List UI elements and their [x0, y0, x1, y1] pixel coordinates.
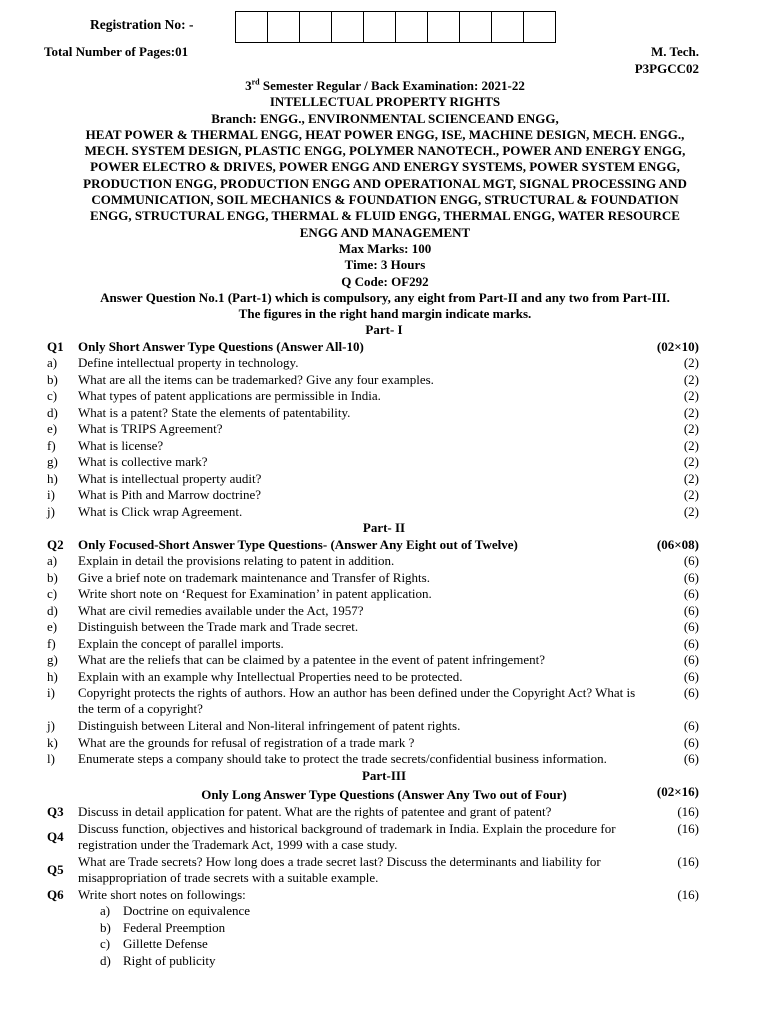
question-text: What is a patent? State the elements of patentability. [78, 404, 351, 420]
q6-subitem-label: a) [100, 903, 111, 918]
q6-subitems [0, 903, 768, 969]
part3-items [0, 804, 768, 903]
question-label: Q6 [47, 886, 64, 902]
part3-marks: (02×16) [656, 784, 699, 799]
branch-line: ENGG, STRUCTURAL ENGG, THERMAL & FLUID ENGG, THERMAL ENGG, WATER RESOURCE [90, 208, 680, 224]
question-label: f) [47, 635, 56, 651]
registration-box[interactable] [268, 12, 300, 42]
question-marks: (6) [683, 569, 699, 585]
question-label: c) [47, 586, 58, 601]
question-marks: (6) [683, 553, 699, 568]
part3-heading: Only Long Answer Type Questions (Answer Any Two out of Four) [201, 787, 567, 802]
question-label: e) [47, 421, 58, 436]
q6-subitem [0, 953, 768, 970]
question-row [0, 388, 768, 405]
q6-subitem-label: d) [100, 952, 111, 968]
branch-line: MECH. SYSTEM DESIGN, PLASTIC ENGG, POLYMER NANOTECH., POWER AND ENERGY ENGG, [84, 143, 686, 159]
question-marks: (6) [683, 751, 699, 766]
question-label: j) [47, 503, 55, 519]
max-marks: Max Marks: 100 [338, 240, 432, 256]
exam-header [40, 78, 730, 322]
question-row [0, 421, 768, 438]
question-text: Explain in detail the provisions relating to patent in addition. [78, 553, 395, 568]
question-marks: (2) [683, 355, 699, 370]
question-text: Distinguish between the Trade mark and Trade secret. [78, 619, 359, 634]
question-marks: (2) [683, 404, 699, 420]
branch-list [40, 111, 730, 241]
question-marks: (2) [683, 503, 699, 519]
question-label: Q4 [47, 828, 64, 844]
question-marks: (2) [683, 454, 699, 469]
branch-line: Branch: ENGG., ENVIRONMENTAL SCIENCEAND ENGG, [211, 110, 559, 126]
question-label: h) [47, 668, 58, 684]
question-row [0, 619, 768, 636]
part1-items [0, 355, 768, 520]
instruction-1: Answer Question No.1 (Part-1) which is compulsory, any eight from Part-II and any two from Part-III. [100, 289, 670, 305]
question-label: i) [47, 685, 55, 700]
question-label: g) [47, 652, 58, 667]
question-text: What is TRIPS Agreement? [78, 421, 223, 436]
part2-title: Part- II [362, 520, 406, 535]
question-row [0, 652, 768, 669]
question-text: What are the reliefs that can be claimed by a patentee in the event of patent infringement? [78, 652, 546, 667]
question-text: What are Trade secrets? How long does a trade secret last? Discuss the determinants and liability for misappropriation of trade secrets with a suitable example. [78, 853, 601, 885]
q6-subitem [0, 903, 768, 920]
question-row [0, 821, 768, 854]
q1-heading-row [0, 339, 768, 356]
part3-heading-row [0, 784, 768, 804]
question-row [0, 735, 768, 752]
question-row [0, 804, 768, 821]
question-label: e) [47, 619, 58, 634]
q-code: Q Code: OF292 [341, 273, 429, 289]
exam-title: 3rd Semester Regular / Back Examination: 2021-22 [245, 77, 525, 93]
branch-line: POWER ELECTRO & DRIVES, POWER ENGG AND ENERGY SYSTEMS, POWER SYSTEM ENGG, [90, 159, 680, 175]
registration-box[interactable] [300, 12, 332, 42]
question-label: k) [47, 734, 58, 750]
question-label: b) [47, 371, 58, 387]
question-row [0, 854, 768, 887]
question-row [0, 504, 768, 521]
question-text: What are the grounds for refusal of registration of a trade mark ? [78, 734, 415, 750]
question-text: Write short note on ‘Request for Examination’ in patent application. [78, 586, 432, 601]
q6-subitem-text: Gillette Defense [123, 936, 208, 951]
subject-title: INTELLECTUAL PROPERTY RIGHTS [269, 94, 501, 110]
question-row [0, 570, 768, 587]
question-text: What is license? [78, 437, 164, 453]
q6-subitem-text: Federal Preemption [123, 919, 226, 935]
question-text: Discuss in detail application for patent. What are the rights of patentee and grant of patent? [78, 804, 552, 819]
question-marks: (6) [683, 586, 699, 601]
question-label: Q5 [47, 861, 64, 877]
q2-label: Q2 [47, 536, 64, 552]
registration-box[interactable] [332, 12, 364, 42]
question-marks: (2) [683, 388, 699, 403]
q2-heading: Only Focused-Short Answer Type Questions- (Answer Any Eight out of Twelve) [78, 536, 518, 552]
question-row [0, 355, 768, 372]
question-marks: (16) [677, 820, 699, 836]
question-label: c) [47, 388, 58, 403]
branch-line: HEAT POWER & THERMAL ENGG, HEAT POWER ENGG, ISE, MACHINE DESIGN, MECH. ENGG., [85, 126, 685, 142]
question-text: Distinguish between Literal and Non-literal infringement of patent rights. [78, 718, 461, 733]
part2-items [0, 553, 768, 768]
q6-subitem [0, 920, 768, 937]
registration-boxes[interactable] [235, 11, 556, 43]
q6-subitem-text: Doctrine on equivalence [123, 903, 251, 918]
instruction-2: The figures in the right hand margin indicate marks. [238, 306, 532, 322]
degree: M. Tech. [650, 44, 699, 59]
q1-marks: (02×10) [656, 338, 699, 354]
registration-box[interactable] [492, 12, 524, 42]
paper-code: P3PGCC02 [634, 61, 699, 76]
question-marks: (2) [683, 487, 699, 502]
question-text: What is Click wrap Agreement. [78, 503, 243, 519]
question-text: Enumerate steps a company should take to protect the trade secrets/confidential business information. [78, 751, 607, 766]
question-row [0, 751, 768, 768]
registration-label: Registration No: - [90, 17, 194, 32]
question-label: b) [47, 569, 58, 585]
question-marks: (16) [677, 886, 699, 902]
question-marks: (16) [677, 804, 699, 819]
question-label: a) [47, 355, 58, 370]
question-text: Explain with an example why Intellectual Properties need to be protected. [78, 668, 463, 684]
question-label: a) [47, 553, 58, 568]
question-row [0, 454, 768, 471]
question-label: g) [47, 454, 58, 469]
q1-label: Q1 [47, 338, 64, 354]
question-row [0, 603, 768, 620]
question-row [0, 669, 768, 686]
question-marks: (6) [683, 635, 699, 651]
part1-title: Part- I [365, 322, 403, 337]
question-marks: (2) [683, 371, 699, 387]
q6-subitem-text: Right of publicity [123, 952, 216, 968]
question-text: Copyright protects the rights of authors. How an author has been defined under the Copyright Act? What is the term of a copyright? [78, 685, 636, 716]
registration-box[interactable] [364, 12, 396, 42]
question-text: What are civil remedies available under the Act, 1957? [78, 602, 364, 618]
question-row [0, 718, 768, 735]
registration-box[interactable] [396, 12, 428, 42]
question-row [0, 372, 768, 389]
question-row [0, 685, 768, 718]
question-marks: (6) [683, 734, 699, 750]
question-marks: (2) [683, 470, 699, 486]
q2-marks: (06×08) [656, 536, 699, 552]
question-text: Give a brief note on trademark maintenance and Transfer of Rights. [78, 569, 430, 585]
question-marks: (2) [683, 421, 699, 436]
question-marks: (6) [683, 652, 699, 667]
question-marks: (6) [683, 668, 699, 684]
branch-line: COMMUNICATION, SOIL MECHANICS & FOUNDATION ENGG, STRUCTURAL & FOUNDATION [91, 192, 679, 208]
question-marks: (6) [683, 718, 699, 733]
question-text: Write short notes on followings: [78, 886, 246, 902]
question-marks: (6) [683, 685, 699, 700]
question-text: What is collective mark? [78, 454, 208, 469]
question-row [0, 438, 768, 455]
question-text: Define intellectual property in technology. [78, 355, 299, 370]
question-text: What is intellectual property audit? [78, 470, 262, 486]
question-row [0, 471, 768, 488]
question-label: i) [47, 487, 55, 502]
question-label: l) [47, 751, 55, 766]
registration-box[interactable] [236, 12, 268, 42]
registration-box[interactable] [524, 12, 555, 42]
question-text: What is Pith and Marrow doctrine? [78, 487, 262, 502]
q6-subitem [0, 936, 768, 953]
question-label: f) [47, 437, 56, 453]
question-label: Q3 [47, 804, 64, 819]
q6-subitem-label: c) [100, 936, 111, 951]
question-row [0, 487, 768, 504]
question-marks: (16) [677, 853, 699, 869]
question-text: What types of patent applications are permissible in India. [78, 388, 381, 403]
q1-heading: Only Short Answer Type Questions (Answer All-10) [78, 338, 364, 354]
question-label: d) [47, 404, 58, 420]
question-row [0, 586, 768, 603]
question-marks: (6) [683, 619, 699, 634]
registration-box[interactable] [460, 12, 492, 42]
question-label: d) [47, 602, 58, 618]
exam-time: Time: 3 Hours [344, 257, 426, 273]
part3-title: Part-III [361, 767, 407, 783]
question-label: h) [47, 470, 58, 486]
q6-subitem-label: b) [100, 919, 111, 935]
question-row [0, 636, 768, 653]
question-text: Explain the concept of parallel imports. [78, 635, 284, 651]
question-row [0, 553, 768, 570]
question-marks: (6) [683, 602, 699, 618]
question-text: Discuss function, objectives and historical background of trademark in India. Explain the procedure for registration under the Trademark Act, 1999 with a case study. [78, 820, 616, 852]
question-marks: (2) [683, 437, 699, 453]
question-area [0, 322, 768, 969]
question-text: What are all the items can be trademarked? Give any four examples. [78, 371, 434, 387]
question-label: j) [47, 718, 55, 733]
branch-line: ENGG AND MANAGEMENT [299, 224, 471, 240]
q2-heading-row [0, 537, 768, 554]
branch-line: PRODUCTION ENGG, PRODUCTION ENGG AND OPERATIONAL MGT, SIGNAL PROCESSING AND [83, 175, 687, 191]
question-row [0, 405, 768, 422]
total-pages: Total Number of Pages:01 [44, 44, 189, 59]
registration-box[interactable] [428, 12, 460, 42]
question-row [0, 887, 768, 904]
